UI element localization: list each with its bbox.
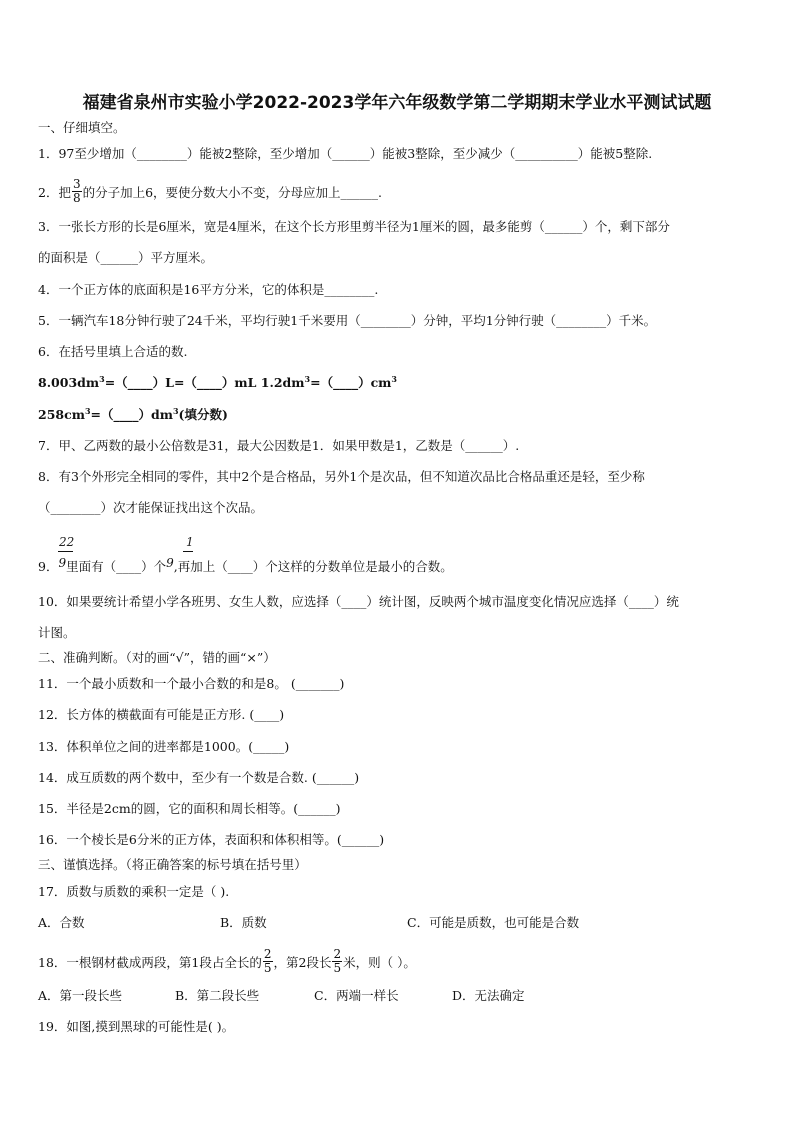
question-8-line-1: 8．有3个外形完全相同的零件，其中2个是合格品，另外1个是次品，但不知道次品比合格品重还是轻，至少称 (38, 469, 645, 484)
q9-frac1-denominator: 9 (58, 556, 67, 570)
q18-frac2-denominator: 5 (333, 961, 342, 975)
question-15: 15．半径是2cm的圆，它的面积和周长相等。(______) (38, 801, 341, 816)
question-8-line-2: （________）次才能保证找出这个次品。 (38, 500, 264, 515)
q6a-text-2: =（____）L=（____）mL 1.2dm (104, 375, 305, 390)
q9-frac2-denominator: 9 (166, 556, 174, 570)
question-19: 19．如图,摸到黑球的可能性是( )。 (38, 1019, 235, 1034)
q6b-text-1: 258cm (38, 407, 85, 422)
question-6-part-b (38, 407, 768, 423)
question-10-line-1: 10．如果要统计希望小学各班男、女生人数，应选择（____）统计图，反映两个城市温度变化情况应选择（____）统 (38, 594, 679, 609)
q18-frac1-denominator: 5 (263, 961, 272, 975)
section-3-heading: 三、谨慎选择。（将正确答案的标号填在括号里） (38, 857, 307, 872)
section-1-heading: 一、仔细填空。 (38, 120, 126, 135)
q17-option-b: B．质数 (220, 915, 267, 930)
q18-option-c: C．两端一样长 (314, 988, 399, 1003)
question-6: 6．在括号里填上合适的数. (38, 344, 188, 359)
question-17: 17．质数与质数的乘积一定是（ ). (38, 884, 230, 899)
q6b-text-2: =（____）dm (90, 407, 173, 422)
q2-suffix: 的分子加上6，要使分数大小不变，分母应加上______. (82, 185, 383, 200)
q18-suffix: 米，则（ ）。 (343, 955, 416, 970)
q2-numerator: 3 (72, 177, 81, 191)
q17-option-a: A．合数 (38, 915, 85, 930)
question-16: 16．一个棱长是6分米的正方体，表面积和体积相等。(______) (38, 832, 385, 847)
q6b-sup-2: 3 (172, 406, 179, 416)
question-2 (38, 177, 768, 207)
question-12: 12．长方体的横截面有可能是正方形. (____) (38, 707, 285, 722)
question-7: 7．甲、乙两数的最小公倍数是31，最大公因数是1．如果甲数是1，乙数是（______）. (38, 438, 520, 453)
q9-frac2-numerator: 1 (186, 535, 194, 549)
q2-fraction (72, 178, 82, 205)
question-3-line-1: 3．一张长方形的长是6厘米，宽是4厘米，在这个长方形里剪半径为1厘米的圆，最多能剪（______）个，剩下部分 (38, 219, 670, 234)
question-11: 11．一个最小质数和一个最小合数的和是8。 (_______) (38, 676, 345, 691)
q6b-text-3: (填分数) (178, 407, 228, 422)
q18-prefix: 18．一根钢材截成两段，第1段占全长的 (38, 955, 262, 970)
q18-frac2-numerator: 2 (333, 947, 342, 961)
q6b-sup-1: 3 (84, 406, 91, 416)
q18-fraction-1 (263, 948, 273, 975)
question-18 (38, 947, 768, 977)
q6a-sup-3: 3 (391, 374, 397, 384)
question-10-line-2: 计图。 (38, 625, 76, 640)
page-title: 福建省泉州市实验小学2022-2023学年六年级数学第二学期期末学业水平测试试题 (82, 93, 712, 113)
q18-middle: ，第2段长 (273, 955, 332, 970)
question-5: 5．一辆汽车18分钟行驶了24千米，平均行驶1千米要用（________）分钟，平均1分钟行驶（________）千米。 (38, 313, 657, 328)
q6a-sup-2: 3 (304, 374, 311, 384)
q18-fraction-2 (332, 948, 342, 975)
q18-option-d: D．无法确定 (452, 988, 525, 1003)
question-1: 1．97至少增加（________）能被2整除，至少增加（______）能被3整除，至少减少（__________）能被5整除. (38, 146, 653, 161)
q9-frac1-numerator: 22 (59, 535, 75, 549)
q9-middle: 里面有（____）个 (66, 559, 167, 574)
section-2-heading: 二、准确判断。（对的画“√”，错的画“×”） (38, 650, 276, 665)
q2-prefix: 2．把 (38, 185, 71, 200)
question-9 (38, 556, 768, 575)
q18-frac1-numerator: 2 (263, 947, 272, 961)
question-4: 4．一个正方体的底面积是16平方分米，它的体积是________. (38, 282, 379, 297)
question-14: 14．成互质数的两个数中，至少有一个数是合数. (______) (38, 770, 360, 785)
q18-option-b: B．第二段长些 (175, 988, 260, 1003)
q9-frac2-bar (183, 551, 193, 552)
q9-prefix: 9． (38, 559, 59, 574)
question-3-line-2: 的面积是（______）平方厘米。 (38, 250, 214, 265)
q9-suffix: ,再加上（____）个这样的分数单位是最小的合数。 (173, 559, 453, 574)
q6a-sup-1: 3 (99, 374, 105, 384)
q6a-text-1: 8.003dm (38, 375, 100, 390)
q17-option-c: C．可能是质数，也可能是合数 (407, 915, 580, 930)
q18-option-a: A．第一段长些 (38, 988, 123, 1003)
q6a-text-3: =（____）cm (310, 375, 392, 390)
q2-denominator: 8 (72, 191, 81, 205)
q9-frac1-bar (58, 551, 73, 552)
question-6-part-a (38, 375, 768, 391)
question-13: 13．体积单位之间的进率都是1000。(_____) (38, 739, 290, 754)
